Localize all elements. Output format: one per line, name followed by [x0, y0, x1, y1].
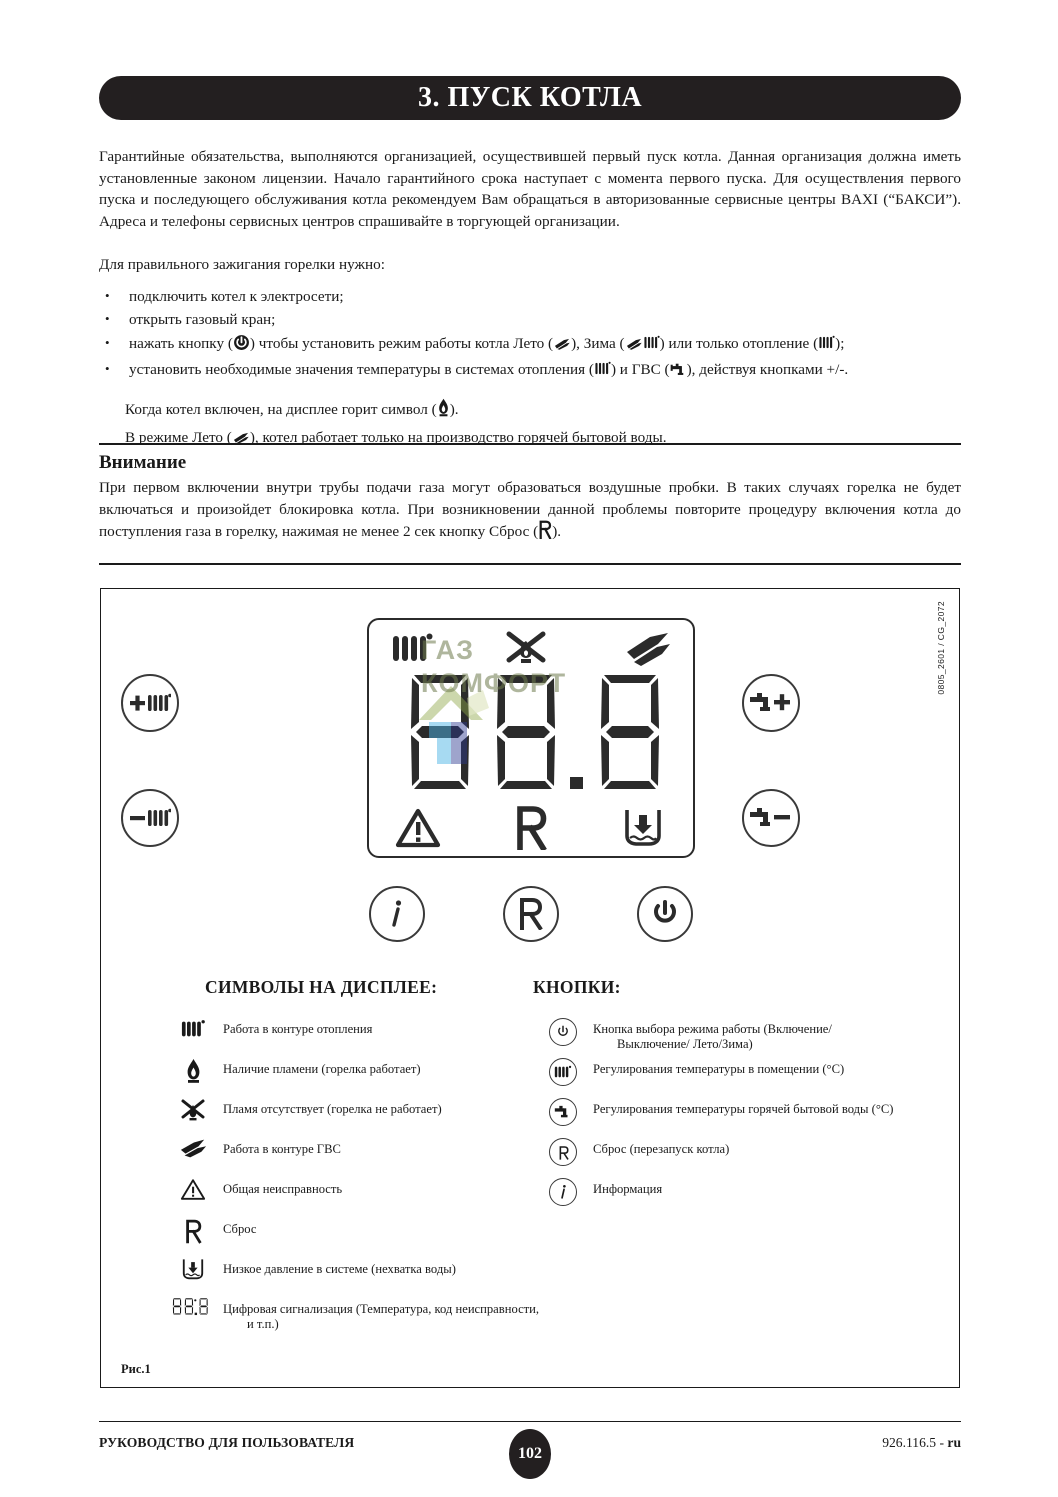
flame-absent-icon — [163, 1096, 223, 1124]
footer-doc-code: 926.116.5 - ru — [882, 1435, 961, 1450]
heating-temp-plus-button[interactable] — [121, 674, 179, 732]
reset-button[interactable] — [503, 886, 559, 942]
radiator-icon — [818, 334, 835, 359]
reset-r-icon — [163, 1216, 223, 1244]
flame-present-icon — [163, 1056, 223, 1084]
list-item — [533, 1096, 953, 1136]
tap-icon — [549, 1098, 577, 1126]
list-item — [163, 1136, 563, 1176]
info-button-sample[interactable] — [533, 1176, 593, 1206]
warning-triangle-icon — [395, 807, 441, 854]
flame-present-icon — [437, 398, 450, 425]
legend-label: Сброс (перезапуск котла) — [593, 1142, 730, 1156]
attention-block — [99, 452, 961, 546]
reset-r-icon — [514, 806, 548, 855]
footer-divider — [99, 1421, 961, 1422]
legend-label: Цифровая сигнализация (Температура, код неисправности, и т.п.) — [223, 1302, 540, 1331]
radiator-icon — [594, 360, 611, 385]
info-button[interactable] — [369, 886, 425, 942]
page-footer — [99, 1429, 961, 1469]
dhw-temp-plus-button[interactable] — [742, 674, 800, 732]
radiator-icon — [643, 334, 660, 359]
tap-icon — [670, 362, 687, 385]
footer-manual-title: РУКОВОДСТВО ДЛЯ ПОЛЬЗОВАТЕЛЯ — [99, 1435, 355, 1450]
info-i-icon — [549, 1178, 577, 1206]
dhw-tap-icon — [232, 428, 250, 453]
list-item — [163, 1016, 563, 1056]
power-mode-button[interactable] — [637, 886, 693, 942]
dhw-button-sample[interactable] — [533, 1096, 593, 1126]
page-title: 3. ПУСК КОТЛА — [417, 82, 643, 113]
dhw-temp-minus-button[interactable] — [742, 789, 800, 847]
legend-buttons-heading: КНОПКИ: — [533, 977, 621, 997]
heating-temp-minus-button[interactable] — [121, 789, 179, 847]
list-item: • открыть газовый кран; — [99, 309, 961, 332]
body-content — [99, 146, 961, 453]
low-water-pressure-icon — [163, 1256, 223, 1281]
control-panel-diagram — [101, 589, 961, 969]
list-item: • установить необходимые значения температуры в системах отопления ( ) и ГВС ( ), действуя кнопками +/-. — [99, 359, 961, 385]
list-item — [533, 1176, 953, 1216]
list-item: • подключить котел к электросети; — [99, 286, 961, 309]
list-item — [163, 1056, 563, 1096]
watermark-text: ГАЗ КОМФОРТ — [421, 635, 567, 698]
legend-label: Наличие пламени (горелка работает) — [223, 1062, 421, 1076]
legend-label: Регулирования температуры горячей бытовой воды (°C) — [593, 1102, 894, 1116]
legend-label: Пламя отсутствует (горелка не работает) — [223, 1102, 442, 1116]
heating-button-sample[interactable] — [533, 1056, 593, 1086]
dhw-tap-icon — [163, 1136, 223, 1160]
figure-container — [100, 588, 960, 1388]
legend-symbols-heading: СИМВОЛЫ НА ДИСПЛЕЕ: — [205, 977, 438, 997]
radiator-icon — [549, 1058, 577, 1086]
note-line-flame: Когда котел включен, на дисплее горит символ ( ). — [125, 397, 961, 425]
warning-triangle-icon — [163, 1176, 223, 1201]
attention-heading: Внимание — [99, 452, 187, 473]
legend-label: Общая неисправность — [223, 1182, 343, 1196]
dhw-tap-icon — [624, 632, 672, 675]
figure-caption: Рис.1 — [121, 1362, 151, 1376]
legend-label: Кнопка выбора режима работы (Включение/ Выключение/ Лето/Зима) — [593, 1022, 832, 1051]
radiator-icon — [163, 1016, 223, 1040]
legend-label: Сброс — [223, 1222, 257, 1236]
reset-button-sample[interactable] — [533, 1136, 593, 1166]
list-item — [163, 1216, 563, 1256]
attention-text: При первом включении внутри трубы подачи газа могут образоваться воздушные пробки. В таких случаях горелка не будет включаться и произойдет блокировка котла. При возникновении данной проблемы повторите процедуру включения котла до поступления газа в горелку, нажимая не менее 2 сек кнопку Сброс ( ). — [99, 477, 961, 546]
legend-area — [101, 977, 961, 1377]
list-item — [163, 1096, 563, 1136]
legend-label: Информация — [593, 1182, 663, 1196]
power-button-sample[interactable] — [533, 1016, 593, 1046]
list-item — [533, 1136, 953, 1176]
spacer — [99, 232, 961, 254]
page-number-badge: 102 — [509, 1429, 551, 1479]
figure-code: 0805_2601 / CG_2072 — [936, 601, 946, 695]
list-item — [163, 1296, 563, 1336]
list-item — [163, 1256, 563, 1296]
startup-steps-list — [99, 286, 961, 385]
lead-text: Для правильного зажигания горелки нужно: — [99, 256, 385, 273]
list-item — [163, 1176, 563, 1216]
divider-top — [99, 443, 961, 445]
legend-label: Низкое давление в системе (нехватка воды) — [223, 1262, 456, 1276]
legend-label: Работа в контуре ГВС — [223, 1142, 341, 1156]
dhw-tap-icon — [553, 336, 571, 359]
dhw-tap-icon — [625, 336, 643, 359]
intro-paragraph: Гарантийные обязательства, выполняются организацией, осуществившей первый пуск котла. Данная организация должна иметь установленные законом лицензии. Начало гарантийного срока наступает с момента первого пуска. Для осуществления первого пуска и последующего обслуживания котла рекомендуем Вам обращаться в авторизованные сервисные центры BAXI (“БАКСИ”). Адреса и телефоны сервисных центров спрашивайте в торгующей организации. — [99, 148, 961, 230]
legend-symbols-column — [163, 977, 563, 1336]
power-icon — [233, 334, 250, 359]
lcd-display — [367, 618, 695, 858]
power-icon — [549, 1018, 577, 1046]
reset-r-icon — [549, 1138, 577, 1166]
legend-label: Работа в контуре отопления — [223, 1022, 373, 1036]
divider-bottom — [99, 563, 961, 565]
list-item: • нажать кнопку ( ) чтобы установить режим работы котла Лето ( ), Зима ( ) или только отопление ( ); — [99, 333, 961, 359]
legend-label: Регулирования температуры в помещении (°C) — [593, 1062, 845, 1076]
section-title-bar — [99, 76, 961, 120]
reset-r-icon — [538, 520, 552, 546]
note-line-summer: В режиме Лето ( ), котел работает только на производство горячей бытовой воды. — [125, 425, 961, 453]
list-item — [533, 1056, 953, 1096]
list-item — [533, 1016, 953, 1056]
low-water-pressure-icon — [621, 808, 665, 853]
seven-segment-digits-icon — [163, 1296, 223, 1320]
legend-buttons-column — [533, 977, 953, 1216]
